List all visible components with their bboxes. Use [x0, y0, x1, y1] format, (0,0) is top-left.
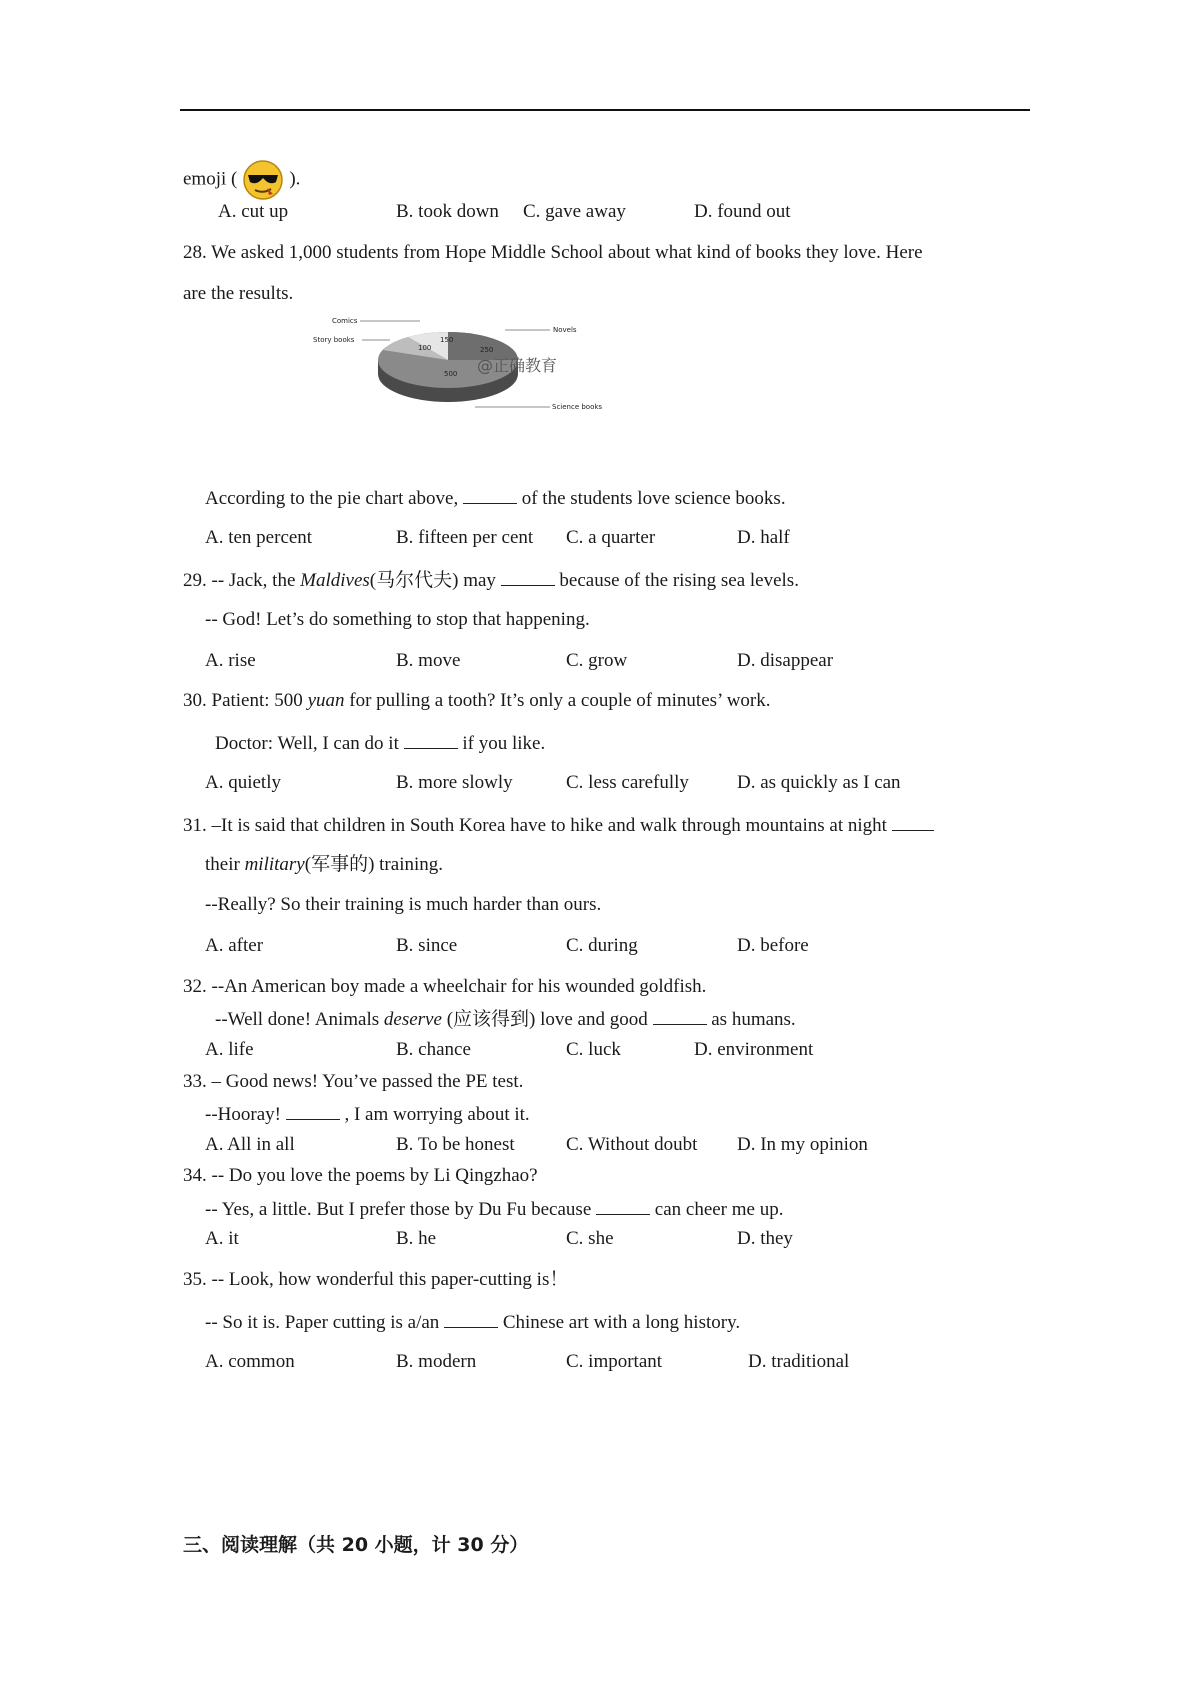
label-value-story: 100	[418, 344, 432, 352]
answer-blank[interactable]	[286, 1101, 340, 1120]
q30-line1: 30. Patient: 500 yuan for pulling a tooth? It’s only a couple of minutes’ work.	[183, 690, 771, 711]
option-b[interactable]: B. since	[396, 935, 458, 956]
label-value-science: 500	[444, 370, 458, 378]
option-b[interactable]: B. move	[396, 650, 461, 671]
option-c[interactable]: C. grow	[566, 650, 628, 671]
q28-question: According to the pie chart above, of the students love science books.	[205, 485, 786, 511]
answer-blank[interactable]	[501, 567, 555, 586]
option-c[interactable]: C. less carefully	[566, 772, 689, 793]
option-a[interactable]: A. it	[205, 1228, 239, 1249]
option-a[interactable]: A. common	[205, 1351, 295, 1372]
legend-science: Science books	[552, 403, 603, 411]
label-value-novels: 250	[480, 346, 494, 354]
q32-line2: --Well done! Animals deserve (应该得到) love and good as humans.	[215, 1006, 796, 1032]
legend-comics: Comics	[332, 317, 358, 325]
option-c[interactable]: C. during	[566, 935, 638, 956]
option-c[interactable]: C. important	[566, 1351, 663, 1372]
option-c[interactable]: C. gave away	[523, 201, 626, 222]
q29-line1: 29. -- Jack, the Maldives(马尔代夫) may because of the rising sea levels.	[183, 567, 799, 593]
option-d[interactable]: D. traditional	[748, 1351, 850, 1372]
label-value-comics: 150	[440, 336, 454, 344]
books-pie-chart	[300, 312, 620, 418]
answer-blank[interactable]	[892, 812, 934, 831]
q29-line2: -- God! Let’s do something to stop that happening.	[205, 609, 590, 630]
option-a[interactable]: A. cut up	[218, 201, 289, 222]
option-b[interactable]: B. chance	[396, 1039, 471, 1060]
option-a[interactable]: A. All in all	[205, 1134, 295, 1155]
q28-line2: are the results.	[183, 283, 294, 304]
option-b[interactable]: B. To be honest	[396, 1134, 515, 1155]
option-a[interactable]: A. ten percent	[205, 527, 313, 548]
legend-novels: Novels	[553, 326, 577, 334]
option-c[interactable]: C. she	[566, 1228, 614, 1249]
q31-line1: 31. –It is said that children in South Korea have to hike and walk through mountains at night	[183, 812, 934, 838]
option-b[interactable]: B. he	[396, 1228, 437, 1249]
option-a[interactable]: A. rise	[205, 650, 256, 671]
q32-line1: 32. --An American boy made a wheelchair for his wounded goldfish.	[183, 976, 707, 997]
q33-line1: 33. – Good news! You’ve passed the PE test.	[183, 1071, 524, 1092]
q34-line2: -- Yes, a little. But I prefer those by Du Fu because can cheer me up.	[205, 1196, 783, 1222]
answer-blank[interactable]	[444, 1309, 498, 1328]
section-heading-reading: 三、阅读理解（共 20 小题，计 30 分）	[183, 1534, 529, 1556]
answer-blank[interactable]	[653, 1006, 707, 1025]
q31-line2: their military(军事的) training.	[205, 854, 444, 875]
option-d[interactable]: D. environment	[694, 1039, 814, 1060]
option-b[interactable]: B. took down	[396, 201, 499, 222]
option-b[interactable]: B. fifteen per cent	[396, 527, 534, 548]
q35-line2: -- So it is. Paper cutting is a/an Chinese art with a long history.	[205, 1309, 740, 1335]
q30-line2: Doctor: Well, I can do it if you like.	[215, 730, 545, 756]
q35-line1: 35. -- Look, how wonderful this paper-cutting is！	[183, 1269, 569, 1290]
option-d[interactable]: D. found out	[694, 201, 791, 222]
option-b[interactable]: B. modern	[396, 1351, 477, 1372]
q28-line1: 28. We asked 1,000 students from Hope Middle School about what kind of books they love. Here	[183, 242, 923, 263]
q27-stem: emoji ( ).	[183, 158, 300, 202]
option-a[interactable]: A. life	[205, 1039, 254, 1060]
sunglasses-face-emoji-icon	[241, 158, 285, 202]
option-d[interactable]: D. disappear	[737, 650, 834, 671]
option-b[interactable]: B. more slowly	[396, 772, 513, 793]
option-d[interactable]: D. as quickly as I can	[737, 772, 901, 793]
legend-story: Story books	[313, 336, 355, 344]
q34-line1: 34. -- Do you love the poems by Li Qingzhao?	[183, 1165, 538, 1186]
q31-line3: --Really? So their training is much harder than ours.	[205, 894, 602, 915]
option-c[interactable]: C. luck	[566, 1039, 621, 1060]
answer-blank[interactable]	[596, 1196, 650, 1215]
option-d[interactable]: D. half	[737, 527, 790, 548]
header-rule	[180, 109, 1030, 111]
answer-blank[interactable]	[463, 485, 517, 504]
option-c[interactable]: C. Without doubt	[566, 1134, 698, 1155]
option-d[interactable]: D. before	[737, 935, 809, 956]
option-c[interactable]: C. a quarter	[566, 527, 656, 548]
option-d[interactable]: D. In my opinion	[737, 1134, 868, 1155]
option-a[interactable]: A. after	[205, 935, 264, 956]
option-a[interactable]: A. quietly	[205, 772, 281, 793]
option-d[interactable]: D. they	[737, 1228, 793, 1249]
q33-line2: --Hooray! , I am worrying about it.	[205, 1101, 530, 1127]
watermark: @正确教育	[477, 356, 558, 375]
answer-blank[interactable]	[404, 730, 458, 749]
